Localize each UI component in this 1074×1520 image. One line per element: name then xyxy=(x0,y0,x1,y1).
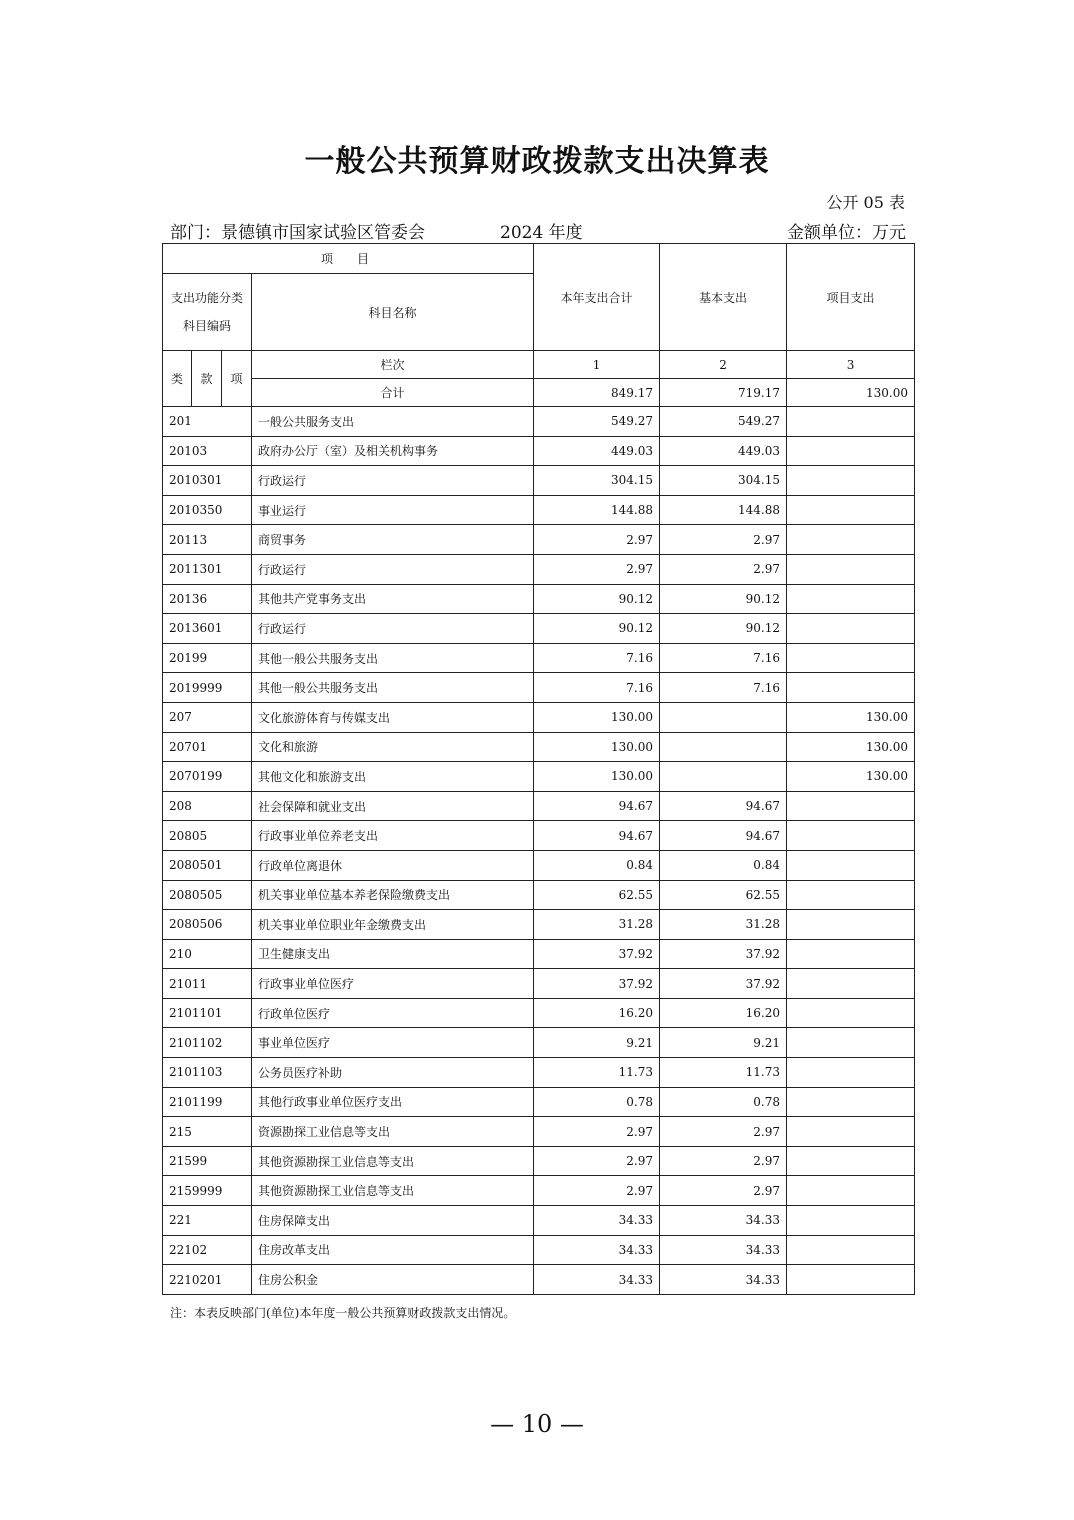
row-code: 2159999 xyxy=(163,1176,252,1206)
row-subject-name: 其他一般公共服务支出 xyxy=(252,643,534,673)
row-project xyxy=(787,1206,915,1236)
row-code: 201 xyxy=(163,407,252,437)
table-row xyxy=(163,732,915,762)
row-basic: 549.27 xyxy=(660,407,787,437)
row-subject-name: 其他一般公共服务支出 xyxy=(252,673,534,703)
table-row xyxy=(163,969,915,999)
row-project xyxy=(787,1058,915,1088)
row-total: 34.33 xyxy=(534,1235,660,1265)
row-basic: 2.97 xyxy=(660,1146,787,1176)
row-basic: 90.12 xyxy=(660,584,787,614)
table-row xyxy=(163,1206,915,1236)
row-basic xyxy=(660,762,787,792)
row-subject-name: 文化旅游体育与传媒支出 xyxy=(252,702,534,732)
total-row-label: 合计 xyxy=(252,379,534,407)
total-row-total: 849.17 xyxy=(534,379,660,407)
row-basic: 62.55 xyxy=(660,880,787,910)
row-project xyxy=(787,1087,915,1117)
row-project xyxy=(787,554,915,584)
row-subject-name: 行政事业单位养老支出 xyxy=(252,821,534,851)
row-subject-name: 行政运行 xyxy=(252,554,534,584)
table-row xyxy=(163,1176,915,1206)
row-total: 90.12 xyxy=(534,614,660,644)
row-basic: 16.20 xyxy=(660,998,787,1028)
header-col-total: 本年支出合计 xyxy=(534,244,660,351)
row-subject-name: 政府办公厅（室）及相关机构事务 xyxy=(252,436,534,466)
row-basic: 2.97 xyxy=(660,554,787,584)
row-subject-name: 文化和旅游 xyxy=(252,732,534,762)
row-code: 21011 xyxy=(163,969,252,999)
row-subject-name: 行政运行 xyxy=(252,614,534,644)
row-project xyxy=(787,1028,915,1058)
row-basic: 90.12 xyxy=(660,614,787,644)
row-project xyxy=(787,614,915,644)
row-code: 2010301 xyxy=(163,466,252,496)
row-code: 2101199 xyxy=(163,1087,252,1117)
row-total: 37.92 xyxy=(534,969,660,999)
row-code: 2210201 xyxy=(163,1265,252,1295)
row-project: 130.00 xyxy=(787,702,915,732)
table-note: 注：本表反映部门(单位)本年度一般公共预算财政拨款支出情况。 xyxy=(170,1306,516,1320)
row-basic: 7.16 xyxy=(660,673,787,703)
header-subject-name: 科目名称 xyxy=(252,274,534,351)
header-lanci: 栏次 xyxy=(252,351,534,379)
row-project xyxy=(787,1146,915,1176)
table-row xyxy=(163,495,915,525)
row-project xyxy=(787,1235,915,1265)
row-code: 2080506 xyxy=(163,910,252,940)
header-col-project: 项目支出 xyxy=(787,244,915,351)
header-col-number-1: 1 xyxy=(534,351,660,379)
row-basic xyxy=(660,702,787,732)
table-row xyxy=(163,821,915,851)
row-project xyxy=(787,850,915,880)
row-subject-name: 机关事业单位职业年金缴费支出 xyxy=(252,910,534,940)
row-total: 304.15 xyxy=(534,466,660,496)
table-row xyxy=(163,1028,915,1058)
row-code: 2101102 xyxy=(163,1028,252,1058)
row-total: 7.16 xyxy=(534,673,660,703)
row-subject-name: 商贸事务 xyxy=(252,525,534,555)
row-total: 2.97 xyxy=(534,1176,660,1206)
row-subject-name: 事业单位医疗 xyxy=(252,1028,534,1058)
row-basic: 37.92 xyxy=(660,939,787,969)
row-code: 207 xyxy=(163,702,252,732)
row-basic: 34.33 xyxy=(660,1265,787,1295)
row-code: 2080501 xyxy=(163,850,252,880)
row-total: 130.00 xyxy=(534,702,660,732)
row-code: 22102 xyxy=(163,1235,252,1265)
row-project xyxy=(787,821,915,851)
row-subject-name: 行政事业单位医疗 xyxy=(252,969,534,999)
row-subject-name: 其他资源勘探工业信息等支出 xyxy=(252,1146,534,1176)
budget-table xyxy=(162,243,915,1295)
row-project xyxy=(787,880,915,910)
department-label: 部门：景德镇市国家试验区管委会 xyxy=(170,223,425,243)
row-basic: 34.33 xyxy=(660,1206,787,1236)
row-code: 2019999 xyxy=(163,673,252,703)
row-project: 130.00 xyxy=(787,762,915,792)
table-row xyxy=(163,407,915,437)
row-total: 549.27 xyxy=(534,407,660,437)
row-project xyxy=(787,1176,915,1206)
total-row-basic: 719.17 xyxy=(660,379,787,407)
table-row xyxy=(163,643,915,673)
table-row xyxy=(163,584,915,614)
row-total: 37.92 xyxy=(534,939,660,969)
total-row-project: 130.00 xyxy=(787,379,915,407)
row-total: 7.16 xyxy=(534,643,660,673)
row-basic: 31.28 xyxy=(660,910,787,940)
table-row xyxy=(163,850,915,880)
row-code: 2080505 xyxy=(163,880,252,910)
row-subject-name: 社会保障和就业支出 xyxy=(252,791,534,821)
row-subject-name: 其他共产党事务支出 xyxy=(252,584,534,614)
row-code: 20136 xyxy=(163,584,252,614)
row-subject-name: 一般公共服务支出 xyxy=(252,407,534,437)
header-lei: 类 xyxy=(163,351,192,407)
row-total: 130.00 xyxy=(534,762,660,792)
row-total: 11.73 xyxy=(534,1058,660,1088)
document-title: 一般公共预算财政拨款支出决算表 xyxy=(304,144,770,179)
row-subject-name: 资源勘探工业信息等支出 xyxy=(252,1117,534,1147)
row-code: 2070199 xyxy=(163,762,252,792)
table-row xyxy=(163,614,915,644)
row-subject-name: 行政运行 xyxy=(252,466,534,496)
row-total: 2.97 xyxy=(534,1117,660,1147)
row-basic: 7.16 xyxy=(660,643,787,673)
row-subject-name: 住房保障支出 xyxy=(252,1206,534,1236)
table-body xyxy=(163,407,915,1295)
row-total: 130.00 xyxy=(534,732,660,762)
table-code: 公开 05 表 xyxy=(826,193,905,212)
table-row xyxy=(163,673,915,703)
row-total: 144.88 xyxy=(534,495,660,525)
header-func-code xyxy=(163,274,252,351)
row-subject-name: 其他行政事业单位医疗支出 xyxy=(252,1087,534,1117)
row-subject-name: 机关事业单位基本养老保险缴费支出 xyxy=(252,880,534,910)
row-code: 221 xyxy=(163,1206,252,1236)
header-col-basic: 基本支出 xyxy=(660,244,787,351)
table-row xyxy=(163,910,915,940)
row-project: 130.00 xyxy=(787,732,915,762)
row-subject-name: 公务员医疗补助 xyxy=(252,1058,534,1088)
row-code: 20701 xyxy=(163,732,252,762)
row-basic: 2.97 xyxy=(660,525,787,555)
row-code: 215 xyxy=(163,1117,252,1147)
row-code: 210 xyxy=(163,939,252,969)
row-total: 94.67 xyxy=(534,821,660,851)
row-total: 16.20 xyxy=(534,998,660,1028)
row-subject-name: 住房公积金 xyxy=(252,1265,534,1295)
row-basic: 304.15 xyxy=(660,466,787,496)
table-row xyxy=(163,762,915,792)
row-code: 2010350 xyxy=(163,495,252,525)
row-total: 34.33 xyxy=(534,1265,660,1295)
table-row xyxy=(163,998,915,1028)
row-project xyxy=(787,525,915,555)
header-project: 项 目 xyxy=(163,244,534,274)
year-label: 2024 年度 xyxy=(500,223,583,243)
row-project xyxy=(787,466,915,496)
row-code: 208 xyxy=(163,791,252,821)
row-code: 21599 xyxy=(163,1146,252,1176)
row-subject-name: 其他资源勘探工业信息等支出 xyxy=(252,1176,534,1206)
table-row xyxy=(163,525,915,555)
table-row xyxy=(163,1265,915,1295)
row-total: 2.97 xyxy=(534,1146,660,1176)
header-func-code-line1: 支出功能分类 xyxy=(170,291,243,305)
row-project xyxy=(787,673,915,703)
amount-unit-label: 金额单位：万元 xyxy=(787,223,906,243)
row-total: 34.33 xyxy=(534,1206,660,1236)
row-project xyxy=(787,969,915,999)
row-basic: 9.21 xyxy=(660,1028,787,1058)
row-total: 9.21 xyxy=(534,1028,660,1058)
row-basic: 2.97 xyxy=(660,1117,787,1147)
table-row xyxy=(163,1087,915,1117)
table-row xyxy=(163,554,915,584)
table-row xyxy=(163,1235,915,1265)
row-total: 31.28 xyxy=(534,910,660,940)
row-total: 2.97 xyxy=(534,525,660,555)
row-subject-name: 卫生健康支出 xyxy=(252,939,534,969)
row-code: 20805 xyxy=(163,821,252,851)
row-project xyxy=(787,1117,915,1147)
row-subject-name: 行政单位离退休 xyxy=(252,850,534,880)
row-total: 0.78 xyxy=(534,1087,660,1117)
header-col-number-3: 3 xyxy=(787,351,915,379)
row-total: 62.55 xyxy=(534,880,660,910)
header-xiang: 项 xyxy=(222,351,252,407)
table-row xyxy=(163,1117,915,1147)
row-total: 90.12 xyxy=(534,584,660,614)
row-basic: 144.88 xyxy=(660,495,787,525)
table-row xyxy=(163,1058,915,1088)
row-code: 2011301 xyxy=(163,554,252,584)
row-project xyxy=(787,910,915,940)
row-project xyxy=(787,1265,915,1295)
row-basic: 34.33 xyxy=(660,1235,787,1265)
row-code: 2101101 xyxy=(163,998,252,1028)
row-project xyxy=(787,643,915,673)
row-basic xyxy=(660,732,787,762)
row-project xyxy=(787,407,915,437)
table-row xyxy=(163,1146,915,1176)
row-total: 2.97 xyxy=(534,554,660,584)
row-total: 0.84 xyxy=(534,850,660,880)
table-row xyxy=(163,436,915,466)
header-kuan: 款 xyxy=(192,351,222,407)
row-code: 20103 xyxy=(163,436,252,466)
row-basic: 449.03 xyxy=(660,436,787,466)
row-project xyxy=(787,998,915,1028)
row-code: 2013601 xyxy=(163,614,252,644)
row-project xyxy=(787,584,915,614)
row-code: 20113 xyxy=(163,525,252,555)
table-row xyxy=(163,791,915,821)
row-project xyxy=(787,939,915,969)
row-total: 94.67 xyxy=(534,791,660,821)
row-code: 20199 xyxy=(163,643,252,673)
row-code: 2101103 xyxy=(163,1058,252,1088)
row-basic: 94.67 xyxy=(660,791,787,821)
row-subject-name: 事业运行 xyxy=(252,495,534,525)
table-row xyxy=(163,466,915,496)
row-total: 449.03 xyxy=(534,436,660,466)
row-subject-name: 行政单位医疗 xyxy=(252,998,534,1028)
row-basic: 0.78 xyxy=(660,1087,787,1117)
row-basic: 2.97 xyxy=(660,1176,787,1206)
row-subject-name: 其他文化和旅游支出 xyxy=(252,762,534,792)
row-basic: 0.84 xyxy=(660,850,787,880)
row-project xyxy=(787,436,915,466)
table-row xyxy=(163,880,915,910)
table-row xyxy=(163,939,915,969)
row-basic: 11.73 xyxy=(660,1058,787,1088)
row-basic: 37.92 xyxy=(660,969,787,999)
row-subject-name: 住房改革支出 xyxy=(252,1235,534,1265)
table-row xyxy=(163,702,915,732)
header-col-number-2: 2 xyxy=(660,351,787,379)
row-project xyxy=(787,495,915,525)
header-func-code-line2: 科目编码 xyxy=(182,319,231,333)
page-number: — 10 — xyxy=(490,1410,584,1438)
row-project xyxy=(787,791,915,821)
row-basic: 94.67 xyxy=(660,821,787,851)
